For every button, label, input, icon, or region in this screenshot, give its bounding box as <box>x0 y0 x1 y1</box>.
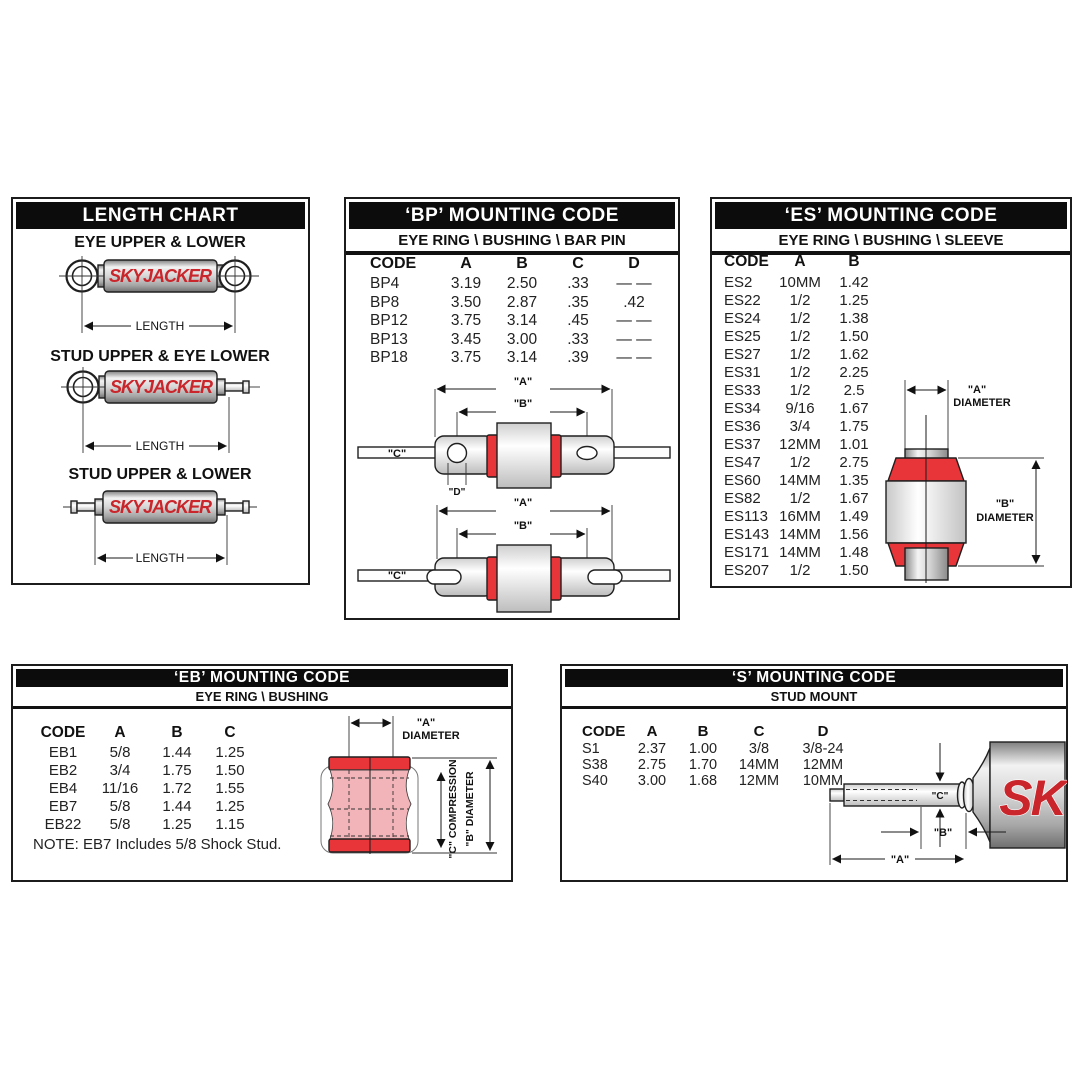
table-header-row <box>370 253 662 275</box>
table-cell: 14MM <box>738 757 780 773</box>
stud-rod <box>77 503 95 511</box>
dim-d-label: "D" <box>448 487 466 498</box>
table-row <box>33 815 253 833</box>
table-cell: ES113 <box>724 507 768 525</box>
table-row <box>724 381 880 399</box>
table-cell: 1/2 <box>789 309 811 327</box>
stud-tip <box>71 501 77 513</box>
table-cell: 1.68 <box>688 773 718 789</box>
table-cell: 1/2 <box>789 363 811 381</box>
bp-diagram <box>346 377 677 619</box>
table-cell: ES31 <box>724 363 761 381</box>
stud-tip <box>243 501 249 513</box>
eb-note: NOTE: EB7 Includes 5/8 Shock Stud. <box>33 836 282 853</box>
table-cell: 14MM <box>779 471 821 489</box>
table-cell: 1.01 <box>839 435 869 453</box>
table-row <box>724 489 880 507</box>
s-diagram <box>757 721 1067 879</box>
table-row <box>724 471 880 489</box>
table-cell: 1.72 <box>162 779 192 797</box>
table-row <box>370 312 662 331</box>
bar-pin-assembly-forks <box>358 497 670 612</box>
skyjacker-logo: SKYJACKER <box>108 266 212 286</box>
table-cell: 2.75 <box>637 757 667 773</box>
table-cell: ES207 <box>724 561 770 579</box>
pin-hole <box>448 444 467 463</box>
table-row <box>724 561 880 579</box>
table-row <box>370 275 662 294</box>
table-cell: 3/8 <box>748 741 770 757</box>
fork-slot <box>427 570 461 584</box>
length-chart-diagram <box>13 229 307 581</box>
table-row <box>724 525 880 543</box>
column-header: CODE <box>40 723 86 741</box>
table-row <box>724 417 880 435</box>
column-header: A <box>460 255 472 272</box>
table-cell: .42 <box>623 293 645 311</box>
table-row <box>33 761 253 779</box>
dim-a-label: "A" <box>513 377 533 388</box>
table-cell: 12MM <box>738 773 780 789</box>
eb-diagram <box>319 708 511 880</box>
dim-a-label: "A" <box>967 384 987 396</box>
table-cell: 5/8 <box>109 743 131 761</box>
table-cell: 9/16 <box>785 399 815 417</box>
es-title: ‘ES’ MOUNTING CODE <box>715 202 1067 229</box>
panel-length-chart <box>11 197 310 585</box>
table-cell: 2.50 <box>506 275 538 293</box>
rod <box>610 447 670 458</box>
table-cell: 1.38 <box>839 309 869 327</box>
dim-b-sub-label: DIAMETER <box>976 512 1034 524</box>
section-heading: STUD UPPER & LOWER <box>68 466 252 483</box>
table-cell: 1/2 <box>789 327 811 345</box>
table-cell: ES22 <box>724 291 761 309</box>
body-bell <box>973 748 990 842</box>
table-cell: 1/2 <box>789 561 811 579</box>
dim-b-label: "B" <box>513 520 533 532</box>
sleeve-bushing <box>886 380 1044 583</box>
table-cell: 5/8 <box>109 797 131 815</box>
length-dimension-label: LENGTH <box>135 551 185 565</box>
bushing-cylinder <box>497 423 551 488</box>
dim-a-sub-label: DIAMETER <box>953 397 1011 409</box>
table-cell: S1 <box>582 741 600 757</box>
table-cell: S38 <box>582 757 608 773</box>
column-header: CODE <box>582 723 626 740</box>
column-header: CODE <box>724 253 769 270</box>
table-cell: ES33 <box>724 381 761 399</box>
column-header: A <box>794 253 806 270</box>
skyjacker-logo: SKYJACKER <box>109 377 213 397</box>
table-cell: 1.70 <box>688 757 718 773</box>
table-cell: 3.14 <box>506 349 538 367</box>
table-cell: ES47 <box>724 453 761 471</box>
table-cell: .39 <box>567 349 589 367</box>
column-header: D <box>817 723 829 740</box>
table-cell: 1/2 <box>789 291 811 309</box>
fork-slot <box>588 570 622 584</box>
table-cell: EB2 <box>48 761 78 779</box>
table-cell: .35 <box>567 293 589 311</box>
s-title: ‘S’ MOUNTING CODE <box>565 669 1063 687</box>
stud-mount <box>830 742 1067 866</box>
stud-collar <box>217 499 225 515</box>
table-cell: BP12 <box>370 312 408 330</box>
table-cell: ES82 <box>724 489 761 507</box>
table-row <box>33 743 253 761</box>
dim-c-rotated-label: "C" COMPRESSION <box>447 759 459 859</box>
panel-bp-mounting-code <box>344 197 680 620</box>
table-cell: 1.67 <box>839 489 869 507</box>
column-header: B <box>848 253 860 270</box>
table-cell: ES24 <box>724 309 761 327</box>
table-cell: 3.75 <box>450 312 482 330</box>
table-cell: 1.49 <box>839 507 869 525</box>
skyjacker-logo: SKYJACKER <box>108 497 212 517</box>
table-cell: EB22 <box>44 815 82 833</box>
length-chart-title: LENGTH CHART <box>16 202 305 229</box>
eb-subtitle: EYE RING \ BUSHING <box>13 687 511 709</box>
table-cell: 1.50 <box>839 327 869 345</box>
table-header-row <box>724 251 880 273</box>
eb-table <box>33 722 253 833</box>
stud-tip <box>830 789 844 801</box>
stud-collar <box>95 499 103 515</box>
panel-es-mounting-code <box>710 197 1072 588</box>
table-cell: .45 <box>567 312 589 330</box>
eb-bushing <box>321 716 497 859</box>
table-cell: 12MM <box>779 435 821 453</box>
table-cell: ES36 <box>724 417 761 435</box>
table-cell: 10MM <box>779 273 821 291</box>
table-cell: 3.00 <box>637 773 667 789</box>
length-dimension-label: LENGTH <box>135 319 185 333</box>
table-row <box>370 349 662 368</box>
panel-s-mounting-code <box>560 664 1068 882</box>
table-cell: 14MM <box>779 525 821 543</box>
es-table <box>724 251 880 579</box>
table-cell: 3/8-24 <box>802 741 844 757</box>
table-row <box>724 363 880 381</box>
table-cell: 2.25 <box>839 363 869 381</box>
table-cell: EB4 <box>48 779 78 797</box>
table-cell: 1.55 <box>215 779 245 797</box>
table-cell: 1.67 <box>839 399 869 417</box>
stud-collar <box>217 379 225 395</box>
table-cell: 10MM <box>802 773 844 789</box>
column-header: B <box>171 723 183 741</box>
table-cell: — — <box>616 330 652 348</box>
s-subtitle: STUD MOUNT <box>562 687 1066 709</box>
table-row <box>33 779 253 797</box>
dim-a-label: "A" <box>890 854 910 866</box>
table-cell: 1.42 <box>839 273 869 291</box>
table-row <box>724 309 880 327</box>
table-cell: 3.45 <box>450 330 482 348</box>
table-cell: .33 <box>567 330 589 348</box>
table-cell: BP8 <box>370 293 400 311</box>
table-cell: ES2 <box>724 273 753 291</box>
table-cell: 1.00 <box>688 741 718 757</box>
dim-b-label: "B" <box>933 827 953 839</box>
table-cell: 11/16 <box>101 779 139 797</box>
column-header: D <box>628 255 640 272</box>
bp-subtitle: EYE RING \ BUSHING \ BAR PIN <box>346 229 678 255</box>
table-cell: 1.44 <box>162 797 192 815</box>
table-cell: BP13 <box>370 330 408 348</box>
column-header: B <box>516 255 528 272</box>
table-cell: 1/2 <box>789 345 811 363</box>
table-row <box>370 331 662 350</box>
dim-c-label: "C" <box>387 570 407 582</box>
dim-a-label: "A" <box>513 497 533 509</box>
column-header: CODE <box>370 255 417 272</box>
table-row <box>724 327 880 345</box>
skyjacker-logo-partial: SK <box>999 770 1065 826</box>
table-cell: 3/4 <box>789 417 811 435</box>
table-cell: 3.50 <box>450 293 482 311</box>
table-row <box>724 507 880 525</box>
bp-title: ‘BP’ MOUNTING CODE <box>349 202 675 229</box>
table-row <box>724 345 880 363</box>
eb-title: ‘EB’ MOUNTING CODE <box>16 669 508 687</box>
table-cell: 1.50 <box>215 761 245 779</box>
table-cell: 1.50 <box>839 561 869 579</box>
table-cell: — — <box>616 349 652 367</box>
table-cell: ES34 <box>724 399 761 417</box>
table-cell: 2.75 <box>839 453 869 471</box>
table-cell: ES27 <box>724 345 761 363</box>
table-cell: 1.35 <box>839 471 869 489</box>
table-cell: 5/8 <box>109 815 131 833</box>
table-cell: — — <box>616 312 652 330</box>
table-row <box>724 543 880 561</box>
column-header: A <box>114 723 126 741</box>
column-header: C <box>753 723 765 740</box>
table-cell: — — <box>616 275 652 293</box>
table-cell: 1.25 <box>215 743 245 761</box>
table-cell: EB1 <box>48 743 78 761</box>
table-header-row <box>33 722 253 743</box>
table-cell: 1.25 <box>162 815 192 833</box>
section-heading: EYE UPPER & LOWER <box>74 234 246 251</box>
es-subtitle: EYE RING \ BUSHING \ SLEEVE <box>712 229 1070 255</box>
stud-rod <box>225 503 243 511</box>
column-header: B <box>697 723 709 740</box>
table-row <box>724 435 880 453</box>
table-cell: 2.87 <box>506 293 538 311</box>
table-cell: 3.00 <box>506 330 538 348</box>
table-cell: BP18 <box>370 349 408 367</box>
table-cell: S40 <box>582 773 608 789</box>
table-cell: 1.25 <box>839 291 869 309</box>
table-cell: 1/2 <box>789 489 811 507</box>
column-header: C <box>224 723 236 741</box>
table-cell: ES37 <box>724 435 761 453</box>
bushing-cylinder <box>497 545 551 612</box>
table-cell: 2.37 <box>637 741 667 757</box>
table-row <box>724 291 880 309</box>
section-heading: STUD UPPER & EYE LOWER <box>50 348 270 365</box>
es-diagram <box>860 345 1070 585</box>
table-cell: 2.5 <box>843 381 865 399</box>
table-cell: 1/2 <box>789 453 811 471</box>
stud-rod <box>225 383 243 391</box>
table-cell: BP4 <box>370 275 400 293</box>
table-cell: 1.48 <box>839 543 869 561</box>
bp-table <box>370 253 662 368</box>
table-row <box>33 797 253 815</box>
column-header: C <box>572 255 584 272</box>
dim-b-rotated-label: "B" DIAMETER <box>464 771 476 847</box>
table-cell: 1.44 <box>162 743 192 761</box>
stud-tip <box>243 381 249 393</box>
table-cell: 1.25 <box>215 797 245 815</box>
table-row <box>370 294 662 313</box>
column-header: A <box>646 723 658 740</box>
table-cell: 3.75 <box>450 349 482 367</box>
table-cell: 16MM <box>779 507 821 525</box>
shock-stud-stud <box>63 466 257 565</box>
pin-slot-hole <box>577 447 597 460</box>
bar-pin-assembly-holes <box>358 377 670 498</box>
table-cell: 1/2 <box>789 381 811 399</box>
table-cell: EB7 <box>48 797 78 815</box>
table-cell: .33 <box>567 275 589 293</box>
table-row <box>724 399 880 417</box>
dim-b-label: "B" <box>995 498 1015 510</box>
dim-c-label: "C" <box>931 791 949 802</box>
table-cell: ES143 <box>724 525 770 543</box>
shock-stud-eye <box>50 348 270 453</box>
table-cell: 3/4 <box>109 761 131 779</box>
table-cell: 12MM <box>802 757 844 773</box>
table-row <box>724 453 880 471</box>
table-cell: 1.15 <box>215 815 245 833</box>
table-cell: ES60 <box>724 471 761 489</box>
panel-eb-mounting-code <box>11 664 513 882</box>
table-cell: 14MM <box>779 543 821 561</box>
table-row <box>724 273 880 291</box>
table-cell: 3.19 <box>450 275 482 293</box>
table-cell: 1.75 <box>839 417 869 435</box>
table-cell: 1.62 <box>839 345 869 363</box>
dim-b-label: "B" <box>513 398 533 410</box>
dim-a-label: "A" <box>416 717 436 729</box>
length-dimension-label: LENGTH <box>135 439 185 453</box>
shock-eye-eye <box>59 234 259 333</box>
table-cell: ES25 <box>724 327 761 345</box>
table-cell: 1.75 <box>162 761 192 779</box>
table-cell: 3.14 <box>506 312 538 330</box>
dim-c-label: "C" <box>387 448 407 460</box>
table-cell: 1.56 <box>839 525 869 543</box>
dim-a-sub-label: DIAMETER <box>402 730 460 742</box>
table-cell: ES171 <box>724 543 770 561</box>
